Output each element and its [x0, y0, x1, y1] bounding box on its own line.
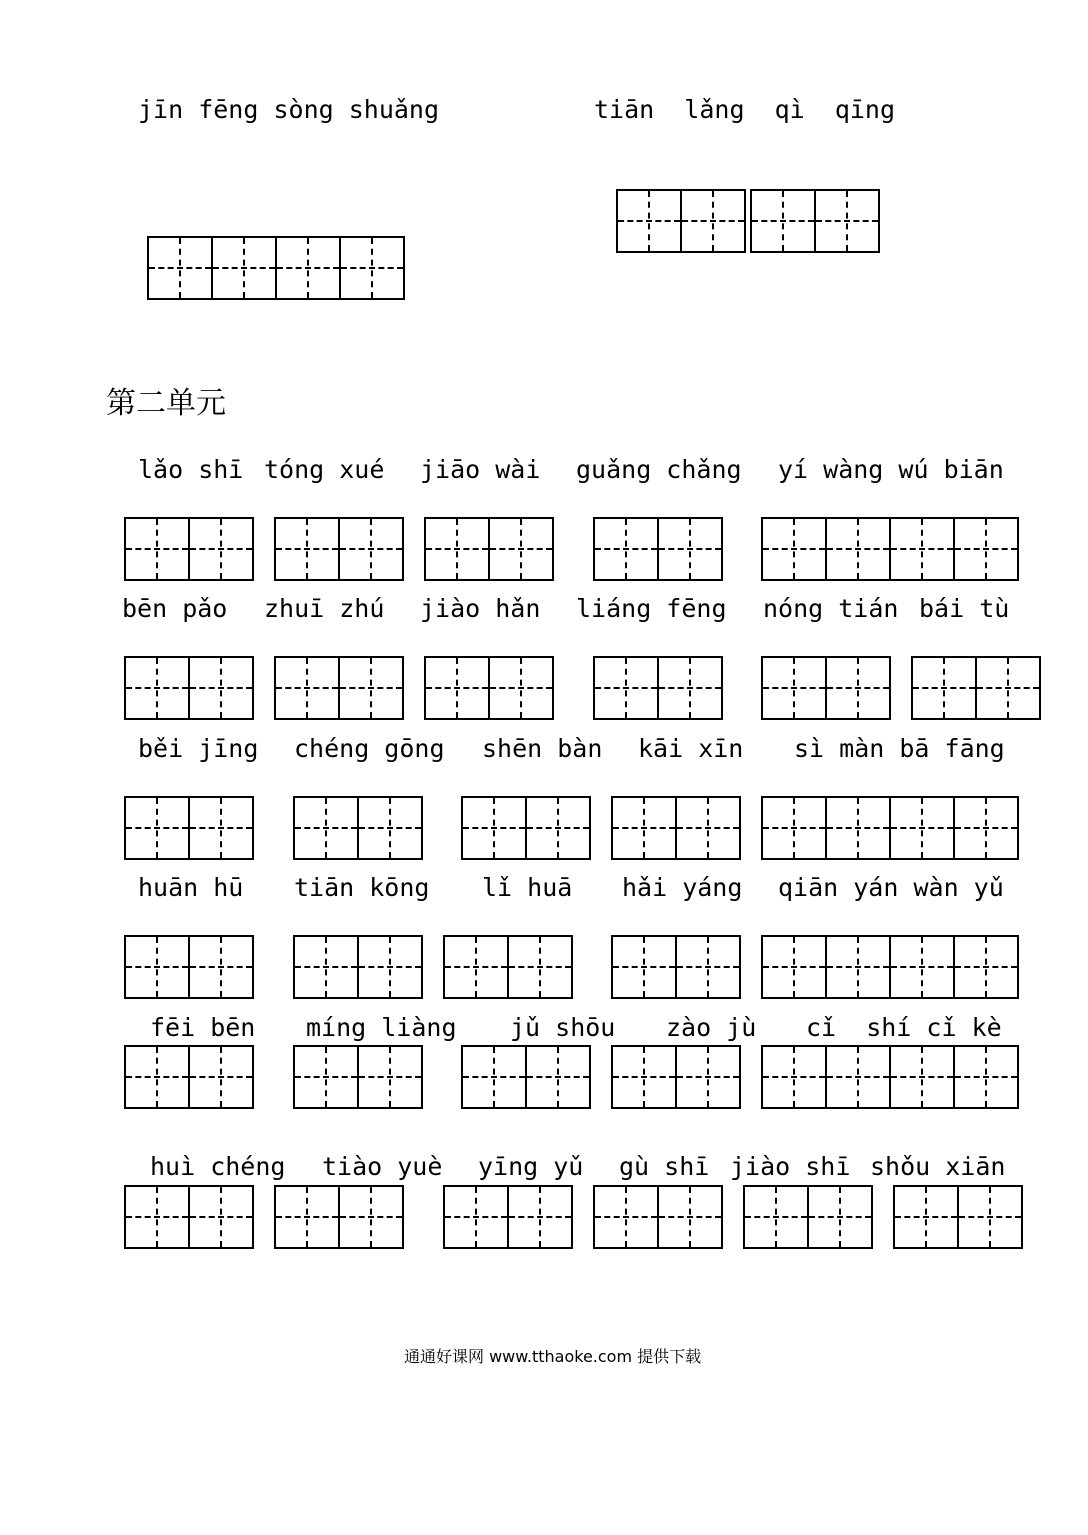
pinyin-word: běi jīng — [138, 734, 259, 763]
writing-cell[interactable] — [953, 796, 1019, 860]
pinyin-word: bái tù — [919, 594, 1010, 623]
writing-cell[interactable] — [825, 517, 891, 581]
writing-cell[interactable] — [424, 517, 490, 581]
writing-cell[interactable] — [188, 517, 254, 581]
writing-cell[interactable] — [443, 935, 509, 999]
writing-grid-group[interactable] — [124, 1045, 254, 1109]
writing-cell[interactable] — [825, 935, 891, 999]
writing-grid-group[interactable] — [616, 189, 880, 253]
writing-cell[interactable] — [889, 517, 955, 581]
writing-cell[interactable] — [611, 796, 677, 860]
writing-cell[interactable] — [825, 1045, 891, 1109]
pinyin-top-1: jīn fēng sòng shuǎng — [138, 95, 440, 124]
unit-title: 第二单元 — [106, 386, 226, 421]
pinyin-word: shǒu xiān — [870, 1152, 1006, 1181]
writing-cell[interactable] — [750, 189, 816, 253]
writing-cell[interactable] — [911, 656, 977, 720]
writing-grid-group[interactable] — [293, 796, 423, 860]
pinyin-word: tóng xué — [264, 455, 385, 484]
writing-grid-group[interactable] — [424, 517, 554, 581]
writing-cell[interactable] — [814, 189, 880, 253]
writing-grid-group[interactable] — [424, 656, 554, 720]
pinyin-word: tiào yuè — [322, 1152, 443, 1181]
writing-cell[interactable] — [293, 1045, 359, 1109]
writing-cell[interactable] — [889, 1045, 955, 1109]
pinyin-word: jiào shī — [730, 1152, 851, 1181]
writing-grid-group[interactable] — [611, 796, 741, 860]
writing-grid-group[interactable] — [124, 935, 254, 999]
writing-cell[interactable] — [893, 1185, 959, 1249]
writing-grid-group[interactable] — [293, 1045, 423, 1109]
writing-cell[interactable] — [953, 517, 1019, 581]
pinyin-word: jǔ shōu — [510, 1013, 616, 1042]
writing-grid-group[interactable] — [124, 517, 254, 581]
pinyin-word: guǎng chǎng — [576, 455, 742, 484]
writing-cell[interactable] — [807, 1185, 873, 1249]
writing-cell[interactable] — [357, 1045, 423, 1109]
writing-cell[interactable] — [275, 236, 341, 300]
writing-cell[interactable] — [507, 1185, 573, 1249]
writing-cell[interactable] — [124, 935, 190, 999]
writing-cell[interactable] — [889, 796, 955, 860]
writing-cell[interactable] — [338, 517, 404, 581]
writing-cell[interactable] — [957, 1185, 1023, 1249]
pinyin-word: yīng yǔ — [478, 1152, 584, 1181]
writing-cell[interactable] — [657, 1185, 723, 1249]
writing-grid-group[interactable] — [761, 1045, 1019, 1109]
writing-cell[interactable] — [124, 1045, 190, 1109]
pinyin-word: liáng fēng — [576, 594, 727, 623]
writing-grid-group[interactable] — [911, 656, 1041, 720]
writing-cell[interactable] — [274, 517, 340, 581]
writing-cell[interactable] — [525, 1045, 591, 1109]
writing-cell[interactable] — [761, 656, 827, 720]
writing-grid-group[interactable] — [274, 1185, 404, 1249]
pinyin-word: qiān yán wàn yǔ — [778, 873, 1004, 902]
writing-cell[interactable] — [507, 935, 573, 999]
writing-grid-group[interactable] — [461, 1045, 591, 1109]
pinyin-word: kāi xīn — [638, 734, 744, 763]
pinyin-word: zào jù — [666, 1013, 757, 1042]
writing-cell[interactable] — [357, 935, 423, 999]
writing-cell[interactable] — [147, 236, 213, 300]
writing-cell[interactable] — [975, 656, 1041, 720]
writing-grid-group[interactable] — [124, 656, 254, 720]
pinyin-word: huān hū — [138, 873, 244, 902]
pinyin-word: nóng tián — [763, 594, 899, 623]
writing-cell[interactable] — [743, 1185, 809, 1249]
writing-cell[interactable] — [339, 236, 405, 300]
writing-cell[interactable] — [680, 189, 746, 253]
writing-grid-group[interactable] — [124, 796, 254, 860]
writing-grid-group[interactable] — [593, 656, 723, 720]
writing-cell[interactable] — [593, 517, 659, 581]
pinyin-word: zhuī zhú — [264, 594, 385, 623]
pinyin-word: hǎi yáng — [622, 873, 743, 902]
writing-grid-group[interactable] — [443, 1185, 573, 1249]
writing-grid-group[interactable] — [761, 517, 1019, 581]
writing-cell[interactable] — [675, 796, 741, 860]
writing-cell[interactable] — [761, 1045, 827, 1109]
pinyin-top-2: tiān lǎng qì qīng — [594, 95, 896, 124]
writing-cell[interactable] — [611, 935, 677, 999]
writing-cell[interactable] — [675, 1045, 741, 1109]
writing-cell[interactable] — [593, 656, 659, 720]
writing-cell[interactable] — [424, 656, 490, 720]
writing-cell[interactable] — [825, 796, 891, 860]
writing-cell[interactable] — [675, 935, 741, 999]
writing-grid-group[interactable] — [761, 796, 1019, 860]
writing-grid-group[interactable] — [743, 1185, 873, 1249]
writing-cell[interactable] — [953, 935, 1019, 999]
writing-grid-group[interactable] — [147, 236, 405, 300]
writing-cell[interactable] — [274, 1185, 340, 1249]
pinyin-word: cǐ shí cǐ kè — [806, 1013, 1002, 1042]
writing-cell[interactable] — [188, 656, 254, 720]
writing-cell[interactable] — [293, 796, 359, 860]
writing-cell[interactable] — [825, 656, 891, 720]
writing-cell[interactable] — [761, 517, 827, 581]
writing-cell[interactable] — [611, 1045, 677, 1109]
pinyin-word: huì chéng — [150, 1152, 286, 1181]
writing-grid-group[interactable] — [461, 796, 591, 860]
footer-source: 通通好课网 www.tthaoke.com 提供下载 — [404, 1347, 702, 1366]
pinyin-word: tiān kōng — [294, 873, 430, 902]
writing-grid-group[interactable] — [611, 1045, 741, 1109]
writing-cell[interactable] — [338, 1185, 404, 1249]
writing-grid-group[interactable] — [124, 1185, 254, 1249]
writing-grid-group[interactable] — [293, 935, 423, 999]
writing-cell[interactable] — [488, 656, 554, 720]
writing-cell[interactable] — [124, 517, 190, 581]
writing-cell[interactable] — [124, 1185, 190, 1249]
pinyin-word: gù shī — [619, 1152, 710, 1181]
writing-cell[interactable] — [657, 656, 723, 720]
pinyin-word: jiāo wài — [420, 455, 541, 484]
writing-cell[interactable] — [274, 656, 340, 720]
pinyin-word: sì màn bā fāng — [794, 734, 1005, 763]
writing-cell[interactable] — [357, 796, 423, 860]
writing-cell[interactable] — [124, 796, 190, 860]
pinyin-word: chéng gōng — [294, 734, 445, 763]
writing-cell[interactable] — [188, 935, 254, 999]
pinyin-word: shēn bàn — [482, 734, 603, 763]
writing-cell[interactable] — [593, 1185, 659, 1249]
writing-grid-group[interactable] — [893, 1185, 1023, 1249]
writing-cell[interactable] — [953, 1045, 1019, 1109]
writing-cell[interactable] — [338, 656, 404, 720]
writing-cell[interactable] — [657, 517, 723, 581]
pinyin-word: lǐ huā — [482, 873, 573, 902]
pinyin-word: lǎo shī — [138, 455, 244, 484]
writing-grid-group[interactable] — [443, 935, 573, 999]
writing-grid-group[interactable] — [274, 656, 404, 720]
writing-grid-group[interactable] — [593, 1185, 723, 1249]
writing-cell[interactable] — [188, 1045, 254, 1109]
writing-cell[interactable] — [188, 796, 254, 860]
writing-cell[interactable] — [188, 1185, 254, 1249]
writing-cell[interactable] — [525, 796, 591, 860]
writing-cell[interactable] — [488, 517, 554, 581]
writing-cell[interactable] — [293, 935, 359, 999]
writing-cell[interactable] — [211, 236, 277, 300]
writing-cell[interactable] — [124, 656, 190, 720]
writing-cell[interactable] — [443, 1185, 509, 1249]
writing-cell[interactable] — [461, 1045, 527, 1109]
writing-cell[interactable] — [761, 935, 827, 999]
writing-grid-group[interactable] — [761, 656, 891, 720]
writing-grid-group[interactable] — [761, 935, 1019, 999]
writing-cell[interactable] — [461, 796, 527, 860]
writing-cell[interactable] — [761, 796, 827, 860]
pinyin-word: jiào hǎn — [420, 594, 541, 623]
writing-grid-group[interactable] — [274, 517, 404, 581]
writing-grid-group[interactable] — [611, 935, 741, 999]
pinyin-word: míng liàng — [306, 1013, 457, 1042]
pinyin-word: yí wàng wú biān — [778, 455, 1004, 484]
writing-grid-group[interactable] — [593, 517, 723, 581]
pinyin-word: fēi bēn — [150, 1013, 256, 1042]
writing-cell[interactable] — [889, 935, 955, 999]
writing-cell[interactable] — [616, 189, 682, 253]
pinyin-word: bēn pǎo — [122, 594, 228, 623]
